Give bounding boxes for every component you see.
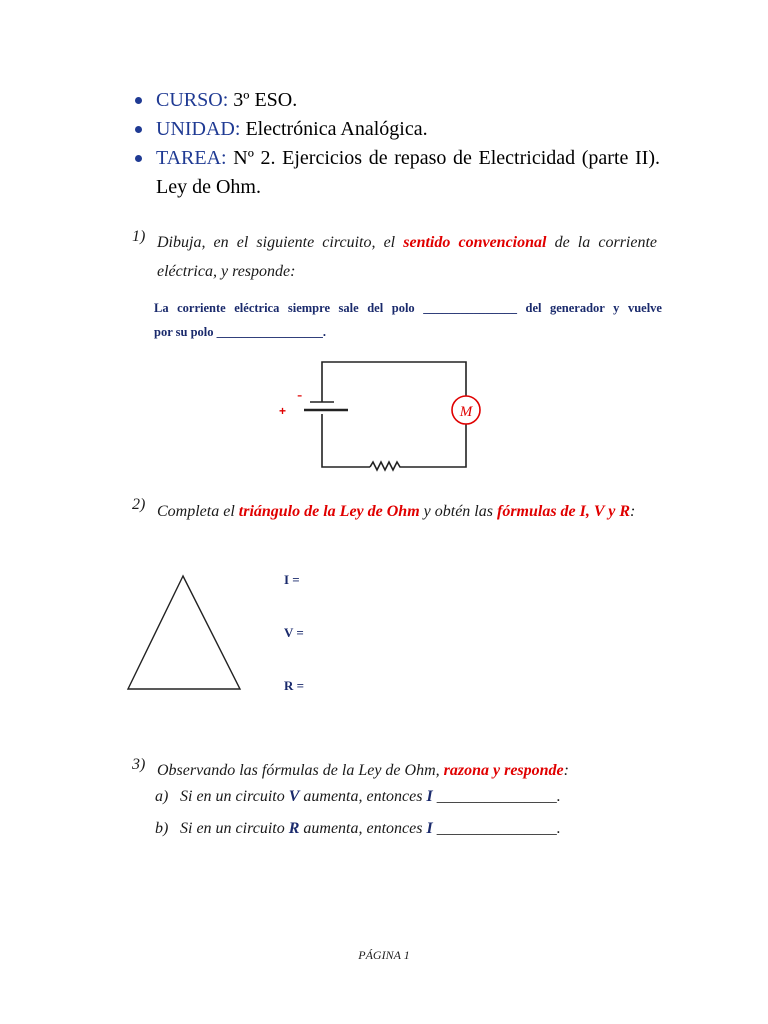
q1-sentence-line2: por su polo _________________. [154, 325, 327, 339]
circuit-diagram [270, 352, 500, 476]
question-1-number: 1) [132, 228, 146, 245]
q2-text-a: Completa el [157, 503, 239, 520]
q3-b-var: R [288, 820, 300, 837]
q3-text-b: : [563, 762, 569, 779]
page-number: PÁGINA 1 [358, 948, 410, 962]
q3-a-text-1: Si en un circuito [180, 788, 289, 805]
circuit-wire-top [322, 362, 466, 402]
q3-text-a: Observando las fórmulas de la Ley de Ohm, [157, 762, 444, 779]
q3-a-var: V [288, 788, 300, 805]
tarea-label: TAREA: [156, 147, 227, 169]
q3-b-text [180, 820, 561, 838]
q1-text-b: de la corriente eléctrica, y responde: [157, 234, 658, 280]
q2-text-b: y obtén las [419, 503, 497, 520]
question-3-text [157, 756, 657, 785]
curso-label: CURSO: [156, 89, 229, 111]
question-1-text [157, 228, 657, 286]
bullet-curso [130, 86, 660, 115]
q3-a-text [180, 788, 561, 806]
q3-a-blank: _______________. [432, 788, 561, 805]
q1-fill-sentence [154, 296, 662, 344]
ohm-triangle [124, 572, 246, 694]
question-3-number: 3) [132, 756, 146, 773]
header-bullet-list [130, 86, 660, 202]
circuit-wire-right [402, 424, 466, 467]
circuit-wire-left [322, 414, 370, 467]
unidad-label: UNIDAD: [156, 118, 241, 140]
q3-a-label: a) [155, 788, 169, 805]
q3-a-result: I [426, 788, 433, 805]
q3-a-text-2: aumenta, entonces [299, 788, 427, 805]
motor-label: M [459, 404, 473, 420]
q3-b-result: I [426, 820, 433, 837]
q2-text-red1: triángulo de la Ley de Ohm [238, 503, 420, 520]
q3-item-a [155, 788, 561, 806]
q1-text-a: Dibuja, en el siguiente circuito, el [157, 234, 404, 251]
q3-b-text-1: Si en un circuito [180, 820, 289, 837]
battery-minus-sign: - [297, 387, 303, 404]
q3-text-red: razona y responde [443, 762, 564, 779]
bullet-tarea [130, 144, 660, 202]
q3-item-b [155, 820, 561, 838]
q2-text-c: : [630, 503, 636, 520]
tarea-value: Nº 2. Ejercicios de repaso de Electricidad (parte II). Ley de Ohm. [156, 147, 660, 198]
resistor-icon [370, 462, 402, 470]
formula-r: R = [284, 678, 305, 693]
battery-plus-sign: + [279, 404, 287, 418]
question-2-number: 2) [132, 496, 146, 513]
curso-value: 3º ESO. [228, 89, 298, 111]
ohm-triangle-shape [128, 576, 240, 689]
q3-b-blank: _______________. [432, 820, 561, 837]
formula-i: I = [284, 572, 300, 587]
bullet-unidad [130, 115, 660, 144]
q3-b-label: b) [155, 820, 169, 837]
unidad-value: Electrónica Analógica. [240, 118, 428, 140]
q3-b-text-2: aumenta, entonces [299, 820, 427, 837]
q1-text-red: sentido convencional [403, 234, 547, 251]
formula-v: V = [284, 625, 304, 640]
q1-sentence-line1: La corriente eléctrica siempre sale del polo _______________ del generador y vuelve [154, 301, 662, 315]
question-2-text [157, 496, 657, 527]
q2-text-red2: fórmulas de I, V y R [496, 503, 631, 520]
